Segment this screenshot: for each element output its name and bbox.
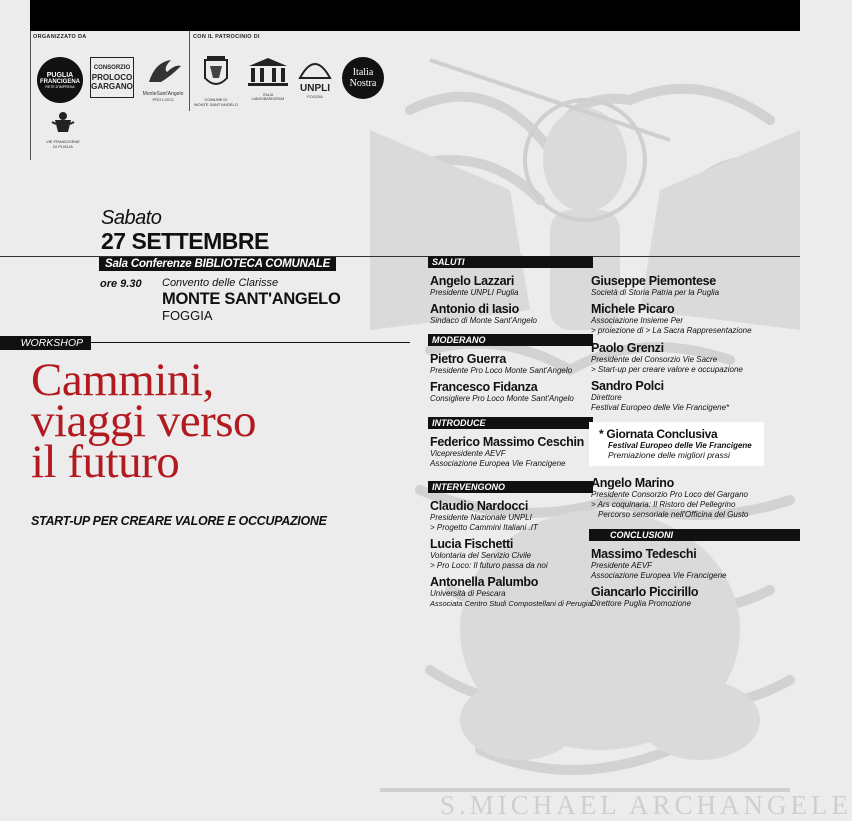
section-moderano: MODERANO [428, 334, 593, 346]
patrocinio-label: CON IL PATROCINIO DI [193, 34, 260, 40]
monte-sant-angelo-proloco-logo: MonteSant'Angelo PRO LOCO [141, 56, 185, 106]
event-province: FOGGIA [162, 308, 213, 323]
speaker-palumbo: Antonella Palumbo Università di Pescara Associata Centro Studi Compostellani di Perugia [430, 575, 592, 608]
comune-monte-sant-angelo-logo: COMUNE DI MONTE SANT'ANGELO [193, 56, 239, 106]
speaker-polci: Sandro Polci Direttore Festival Europeo delle Vie Francigene* [591, 379, 730, 412]
vie-francigene-puglia-logo: VIE FRANCIGENE DI PUGLIA [38, 110, 88, 150]
unpli-foggia-logo: UNPLI FOGGIA [294, 54, 336, 104]
header-divider-left [30, 31, 31, 160]
event-day: Sabato [101, 207, 162, 229]
speaker-tedeschi: Massimo Tedeschi Presidente AEVF Associazione Europea Vie Francigene [591, 547, 727, 580]
engraving-caption: S.MICHAEL ARCHANGELE [440, 790, 852, 820]
italia-nostra-logo: Italia Nostra [342, 57, 384, 99]
speaker-picaro: Michele Picaro Associazione Insieme Per > proiezione di > La Sacra Rappresentazione [591, 302, 752, 335]
tree-icon [294, 54, 336, 78]
coat-of-arms-icon [193, 56, 239, 92]
temple-icon [243, 56, 293, 88]
top-bar [30, 0, 800, 31]
speaker-di-iasio: Antonio di Iasio Sindaco di Monte Sant'Angelo [430, 302, 537, 325]
event-place: Convento delle Clarisse [162, 277, 279, 289]
speaker-piccirillo: Giancarlo Piccirillo Direttore Puglia Promozione [591, 585, 699, 608]
consorzio-proloco-gargano-logo: CONSORZIO PROLOCO GARGANO [90, 57, 134, 98]
event-time: ore 9.30 [100, 278, 142, 290]
giornata-conclusiva-box: * Giornata Conclusiva Festival Europeo delle Vie Francigene Premiazione delle migliori prassi [589, 422, 764, 466]
speaker-marino: Angelo Marino Presidente Consorzio Pro Loco del Gargano > Ars coquinaria: Il Ristoro del Pellegrino Percorso sensoriale nell'Officina del Gusto [591, 476, 749, 519]
speaker-grenzi: Paolo Grenzi Presidente del Consorzio Vie Sacre > Start-up per creare valore e occupazione [591, 341, 743, 374]
workshop-title-line-2: viaggi verso [31, 395, 257, 447]
section-intervengono: INTERVENGONO [428, 481, 593, 493]
puglia-francigena-logo: PUGLIA FRANCIGENA RETE D'IMPRESA [37, 57, 83, 103]
speaker-nardocci: Claudio Nardocci Presidente Nazionale UNPLI > Progetto Cammini Italiani .IT [430, 499, 538, 532]
event-date: 27 SETTEMBRE [101, 228, 269, 254]
organizzato-label: ORGANIZZATO DA [33, 34, 87, 40]
event-venue: Sala Conferenze BIBLIOTECA COMUNALE [99, 257, 336, 271]
speaker-ceschin: Federico Massimo Ceschin Vicepresidente AEVF Associazione Europea Vie Francigene [430, 435, 584, 468]
speaker-piemontese: Giuseppe Piemontese Società di Storia Patria per la Puglia [591, 274, 720, 297]
section-saluti: SALUTI [428, 256, 593, 268]
wing-icon [141, 56, 185, 86]
speaker-fidanza: Francesco Fidanza Consigliere Pro Loco Monte Sant'Angelo [430, 380, 574, 403]
section-introduce: INTRODUCE [428, 417, 593, 429]
speaker-fischetti: Lucia Fischetti Volontaria del Servizio Civile > Pro Loco: Il futuro passa da noi [430, 537, 548, 570]
speaker-lazzari: Angelo Lazzari Presidente UNPLI Puglia [430, 274, 519, 297]
speaker-guerra: Pietro Guerra Presidente Pro Loco Monte Sant'Angelo [430, 352, 573, 375]
workshop-title-line-3: il futuro [31, 436, 180, 488]
workshop-subtitle: START-UP PER CREARE VALORE E OCCUPAZIONE [31, 514, 327, 528]
pilgrim-emblem-icon [38, 110, 88, 134]
header-divider-mid [189, 31, 190, 111]
unesco-logo: ITALIA LANGOBARDORUM [243, 56, 293, 106]
event-city: MONTE SANT'ANGELO [162, 290, 341, 308]
workshop-label: WORKSHOP [0, 336, 91, 350]
workshop-title-line-1: Cammini, [31, 354, 214, 406]
section-conclusioni: CONCLUSIONI [589, 529, 800, 541]
